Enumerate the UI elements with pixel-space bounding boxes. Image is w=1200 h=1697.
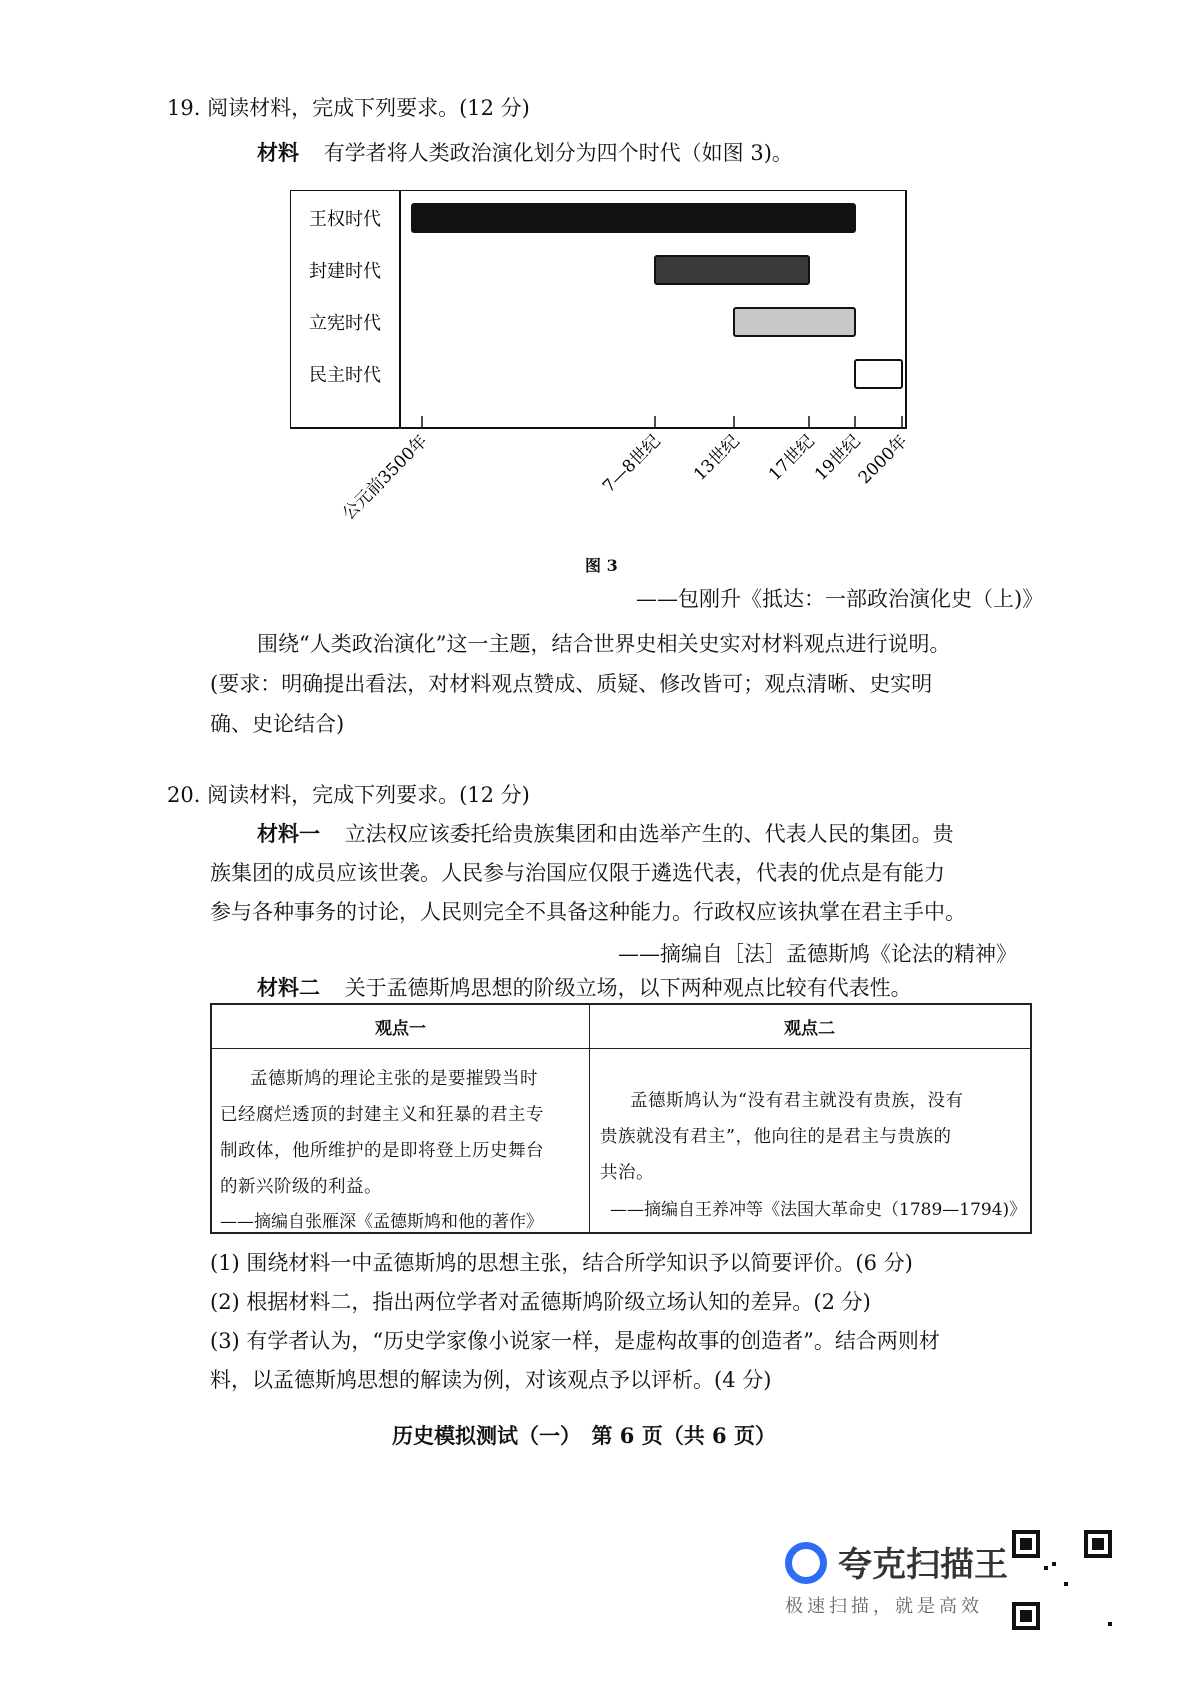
q20-sub3-line2: 料，以孟德斯鸠思想的解读为例，对该观点予以评析。(4 分) (210, 1368, 772, 1392)
watermark-slogan: 极速扫描，就是高效 (785, 1596, 983, 1617)
page-footer: 历史模拟测试（一） 第 6 页（共 6 页） (392, 1423, 776, 1448)
q20-material1-line1 (257, 821, 954, 847)
q19-task-line1: 围绕“人类政治演化”这一主题，结合世界史相关史实对材料观点进行说明。 (257, 632, 951, 656)
q20-material1-source: ——摘编自［法］孟德斯鸠《论法的精神》 (618, 942, 1017, 966)
axis-tick-label: 19世纪 (811, 431, 865, 485)
q19-task-line3: 确、史论结合) (210, 712, 345, 736)
figure-caption: 图 3 (585, 556, 618, 575)
table-column-divider (589, 1005, 590, 1232)
q20-stem: 20. 阅读材料，完成下列要求。(12 分) (167, 783, 530, 807)
table-head-view2: 观点二 (589, 1005, 1030, 1049)
era-bar (412, 204, 855, 232)
view1-line3: 制政体，他所维护的是即将登上历史舞台 (220, 1141, 544, 1161)
table-head-view1: 观点一 (212, 1005, 589, 1049)
view1-line1: 孟德斯鸠的理论主张的是要摧毁当时 (250, 1069, 538, 1089)
row-label: 王权时代 (309, 209, 381, 230)
era-gantt-chart (290, 190, 930, 535)
view2-line2: 贵族就没有君主”，他向往的是君主与贵族的 (600, 1127, 952, 1147)
axis-tick-label: 17世纪 (765, 431, 819, 485)
view2-line3: 共治。 (600, 1163, 654, 1183)
axis-tick-label: 13世纪 (690, 431, 744, 485)
q19-material (257, 140, 793, 166)
watermark-name: 夸克扫描王 (838, 1545, 1008, 1585)
view1-line4: 的新兴阶级的利益。 (220, 1177, 382, 1197)
era-bar (855, 360, 902, 388)
q20-material1-line2: 族集团的成员应该世袭。人民参与治国应仅限于遴选代表，代表的优点是有能力 (210, 861, 945, 885)
axis-tick-label: 公元前3500年 (338, 431, 432, 525)
axis-tick-label: 7—8世纪 (599, 431, 665, 497)
q19-material-text: 有学者将人类政治演化划分为四个时代（如图 3)。 (323, 141, 793, 165)
view1-line2: 已经腐烂透顶的封建主义和狂暴的君主专 (220, 1105, 544, 1125)
qr-code-icon (1012, 1530, 1112, 1630)
q19-task-line2: (要求：明确提出看法，对材料观点赞成、质疑、修改皆可；观点清晰、史实明 (210, 672, 933, 696)
axis-tick-label: 2000年 (854, 431, 912, 489)
q20-material2-text: 关于孟德斯鸠思想的阶级立场，以下两种观点比较有代表性。 (344, 976, 912, 1000)
q20-sub2: (2) 根据材料二，指出两位学者对孟德斯鸠阶级立场认知的差异。(2 分) (210, 1290, 871, 1314)
q19-material-label: 材料 (257, 140, 299, 165)
q20-material1-label: 材料一 (257, 821, 320, 846)
row-label: 民主时代 (309, 365, 381, 386)
q20-material1-line3: 参与各种事务的讨论，人民则完全不具备这种能力。行政权应该执掌在君主手中。 (210, 900, 966, 924)
q20-sub1: (1) 围绕材料一中孟德斯鸠的思想主张，结合所学知识予以简要评价。(6 分) (210, 1251, 913, 1275)
q19-source: ——包刚升《抵达：一部政治演化史（上)》 (636, 587, 1044, 611)
q20-material2-label: 材料二 (257, 975, 320, 1000)
viewpoint-table (210, 1003, 1032, 1234)
era-bar (655, 256, 809, 284)
q19-stem: 19. 阅读材料，完成下列要求。(12 分) (167, 96, 530, 120)
row-label: 立宪时代 (309, 313, 381, 334)
quark-logo-icon (785, 1542, 827, 1584)
view2-line1: 孟德斯鸠认为“没有君主就没有贵族，没有 (630, 1091, 964, 1111)
row-label: 封建时代 (309, 261, 381, 282)
q20-material1-text1: 立法权应该委托给贵族集团和由选举产生的、代表人民的集团。贵 (344, 822, 954, 846)
view2-source: ——摘编自王养冲等《法国大革命史（1789—1794)》 (610, 1200, 1027, 1220)
view1-source: ——摘编自张雁深《孟德斯鸠和他的著作》 (220, 1212, 543, 1232)
q20-sub3-line1: (3) 有学者认为，“历史学家像小说家一样，是虚构故事的创造者”。结合两则材 (210, 1329, 940, 1353)
q20-material2 (257, 975, 912, 1001)
era-bar (734, 308, 855, 336)
